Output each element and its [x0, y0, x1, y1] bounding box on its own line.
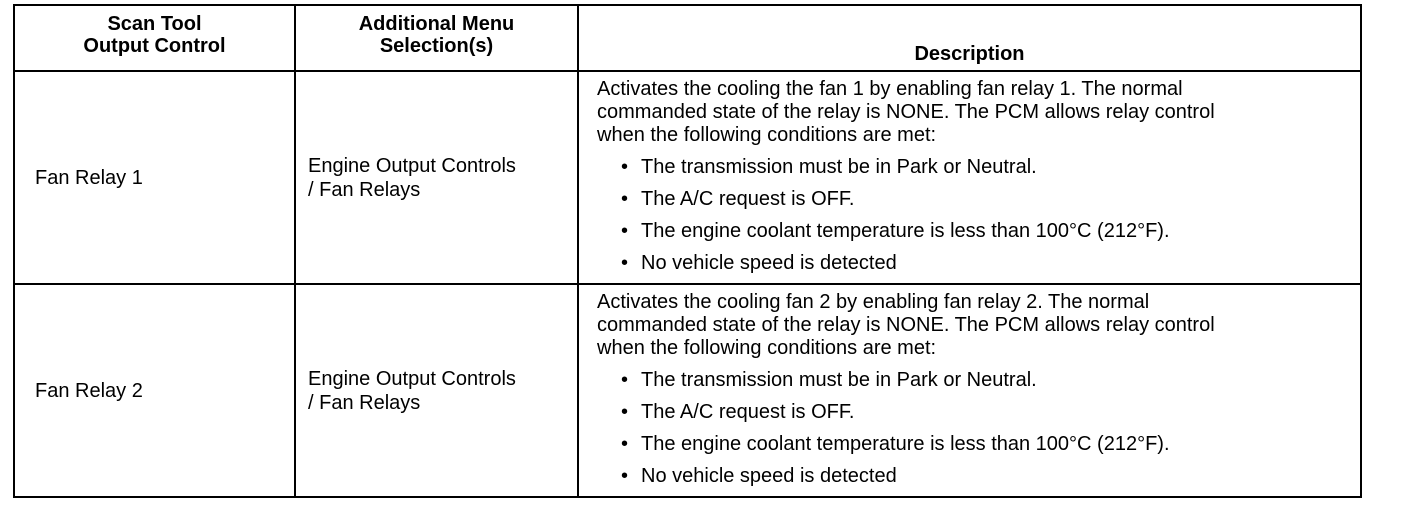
description-intro — [597, 78, 1350, 147]
menu-selection-cell — [295, 71, 578, 284]
condition-text: The engine coolant temperature is less than 100°C (212°F). — [641, 433, 1170, 455]
bullet-icon: • — [621, 433, 629, 455]
table-row — [14, 284, 1361, 497]
menu-selection-line1: Engine Output Controls — [308, 367, 516, 390]
header-additional-menu-selections — [295, 5, 578, 71]
bullet-icon: • — [621, 401, 629, 423]
bullet-icon: • — [621, 220, 629, 242]
condition-item — [597, 183, 1350, 215]
output-control-cell: Fan Relay 2 — [14, 284, 295, 497]
condition-text: The engine coolant temperature is less than 100°C (212°F). — [641, 220, 1170, 242]
condition-text: The transmission must be in Park or Neutral. — [641, 156, 1037, 178]
bullet-icon: • — [621, 156, 629, 178]
menu-selection-cell — [295, 284, 578, 497]
conditions-list — [597, 151, 1350, 279]
table-row — [14, 71, 1361, 284]
description-cell — [578, 71, 1361, 284]
bullet-icon: • — [621, 188, 629, 210]
menu-selection-line2: / Fan Relays — [308, 391, 421, 414]
header-scan-tool-line1: Scan Tool — [107, 13, 202, 35]
header-description: Description — [578, 5, 1361, 71]
condition-item — [597, 215, 1350, 247]
description-intro-line1: Activates the cooling fan 2 by enabling fan relay 2. The normal — [597, 291, 1150, 313]
description-intro — [597, 291, 1350, 360]
conditions-list — [597, 364, 1350, 492]
header-menu-line1: Additional Menu — [358, 13, 515, 35]
description-intro-line2: commanded state of the relay is NONE. The PCM allows relay control — [597, 101, 1215, 123]
condition-text: The transmission must be in Park or Neutral. — [641, 369, 1037, 391]
condition-text: No vehicle speed is detected — [641, 465, 897, 487]
header-row — [14, 5, 1361, 71]
header-scan-tool-output-control — [14, 5, 295, 71]
condition-item — [597, 460, 1350, 492]
condition-item — [597, 396, 1350, 428]
output-control-cell: Fan Relay 1 — [14, 71, 295, 284]
menu-selection-line2: / Fan Relays — [308, 178, 421, 201]
output-control-table — [13, 4, 1362, 498]
condition-text: No vehicle speed is detected — [641, 252, 897, 274]
condition-item — [597, 247, 1350, 279]
description-intro-line3: when the following conditions are met: — [597, 337, 937, 359]
bullet-icon: • — [621, 465, 629, 487]
header-scan-tool-line2: Output Control — [83, 35, 226, 57]
description-intro-line2: commanded state of the relay is NONE. The PCM allows relay control — [597, 314, 1215, 336]
condition-text: The A/C request is OFF. — [641, 188, 855, 210]
description-intro-line1: Activates the cooling the fan 1 by enabling fan relay 1. The normal — [597, 78, 1183, 100]
description-intro-line3: when the following conditions are met: — [597, 124, 937, 146]
header-menu-line2: Selection(s) — [379, 35, 494, 57]
menu-selection-line1: Engine Output Controls — [308, 154, 516, 177]
bullet-icon: • — [621, 252, 629, 274]
condition-item — [597, 428, 1350, 460]
condition-text: The A/C request is OFF. — [641, 401, 855, 423]
condition-item — [597, 364, 1350, 396]
bullet-icon: • — [621, 369, 629, 391]
condition-item — [597, 151, 1350, 183]
description-cell — [578, 284, 1361, 497]
